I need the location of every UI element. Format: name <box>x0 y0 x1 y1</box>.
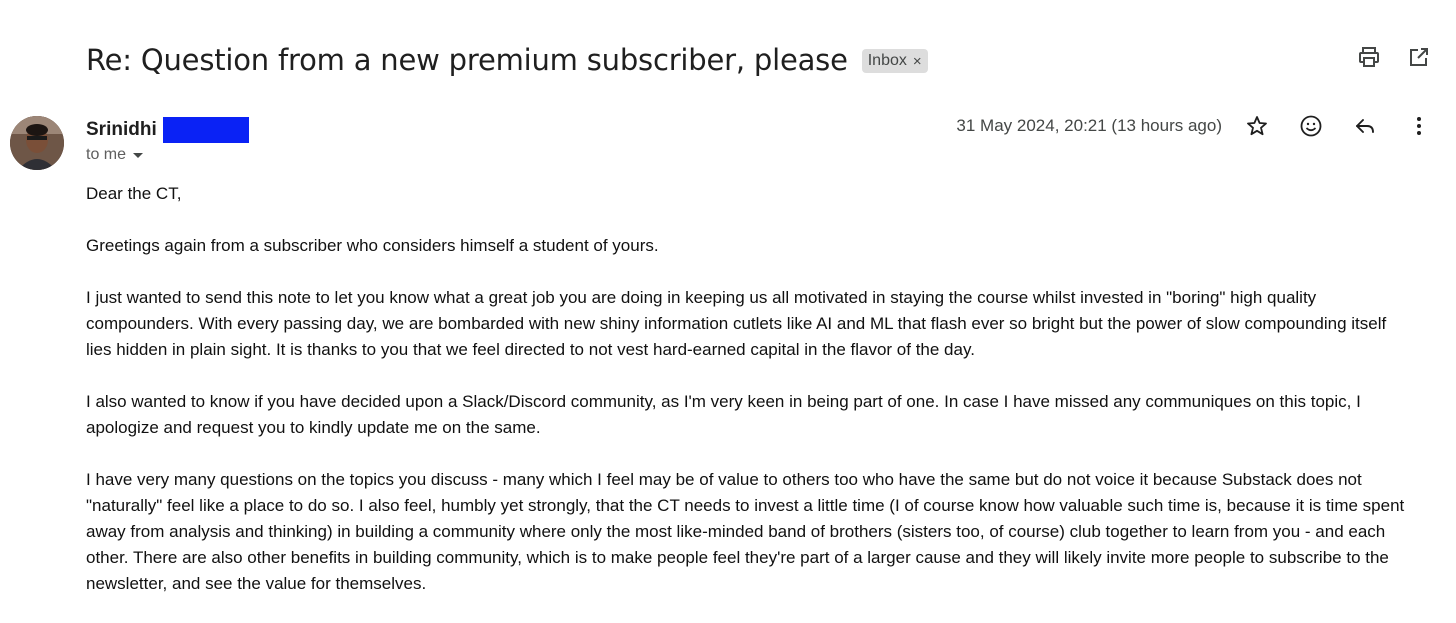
star-button[interactable] <box>1244 113 1270 139</box>
body-paragraph: I also wanted to know if you have decided upon a Slack/Discord community, as I'm very keen in being part of one. In case I have missed any communiques on this topic, I apologize and request you to kindly update me on the same. <box>86 392 1361 437</box>
sender-line <box>86 117 249 143</box>
body-paragraph: I have very many questions on the topics you discuss - many which I feel may be of value to others too who have the same but do not voice it because Substack does not "naturally" feel like a place to do so. I also feel, humbly yet strongly, that the CT needs to invest a little time (I of course know how valuable such time is, because it is time spent away from analysis and thinking) in building a community where only the most like-minded band of brothers (sisters too, of course) club together to learn from you - and each other. There are also other benefits in building community, which is to make people feel they're part of a larger cause and they will likely invite more people to subscribe to the newsletter, and see the value for themselves. <box>86 470 1405 593</box>
body-paragraph: Dear the CT, <box>86 184 182 203</box>
body-paragraph: Greetings again from a subscriber who considers himself a student of yours. <box>86 236 659 255</box>
more-options-button[interactable] <box>1406 113 1432 139</box>
open-in-new-window-button[interactable] <box>1406 44 1432 70</box>
label-text: Inbox <box>867 52 907 69</box>
message-meta <box>956 113 1432 139</box>
print-button[interactable] <box>1356 44 1382 70</box>
star-icon <box>1245 114 1269 138</box>
print-icon <box>1357 45 1381 69</box>
reply-button[interactable] <box>1352 113 1378 139</box>
more-vertical-icon <box>1407 114 1431 138</box>
message-actions <box>1244 113 1432 139</box>
recipient-text: to me <box>86 146 127 163</box>
chevron-down-icon <box>132 149 144 161</box>
message-body <box>86 181 1416 623</box>
avatar-photo <box>10 116 64 170</box>
emoji-reaction-button[interactable] <box>1298 113 1324 139</box>
inbox-label-chip[interactable] <box>862 49 928 73</box>
email-subject: Re: Question from a new premium subscriber, please <box>86 43 848 77</box>
sender-avatar[interactable] <box>10 116 64 170</box>
redacted-block <box>163 117 249 143</box>
open-in-new-window-icon <box>1407 45 1431 69</box>
recipient-details-toggle[interactable] <box>86 146 144 164</box>
subject-row <box>86 38 928 82</box>
reply-icon <box>1353 114 1377 138</box>
body-paragraph: I just wanted to send this note to let you know what a great job you are doing in keeping us all motivated in staying the course whilst invested in "boring" high quality compounders. With every passing day, we are bombarded with new shiny information cutlets like AI and ML that flash ever so bright but the power of slow compounding itself lies hidden in plain sight. It is thanks to you that we feel directed to not vest hard-earned capital in the flavor of the day. <box>86 288 1387 359</box>
emoji-reaction-icon <box>1299 114 1323 138</box>
message-date: 31 May 2024, 20:21 (13 hours ago) <box>956 116 1222 135</box>
remove-label-button[interactable]: × <box>912 52 922 70</box>
thread-actions <box>1356 44 1432 70</box>
sender-name[interactable]: Srinidhi <box>86 119 157 140</box>
